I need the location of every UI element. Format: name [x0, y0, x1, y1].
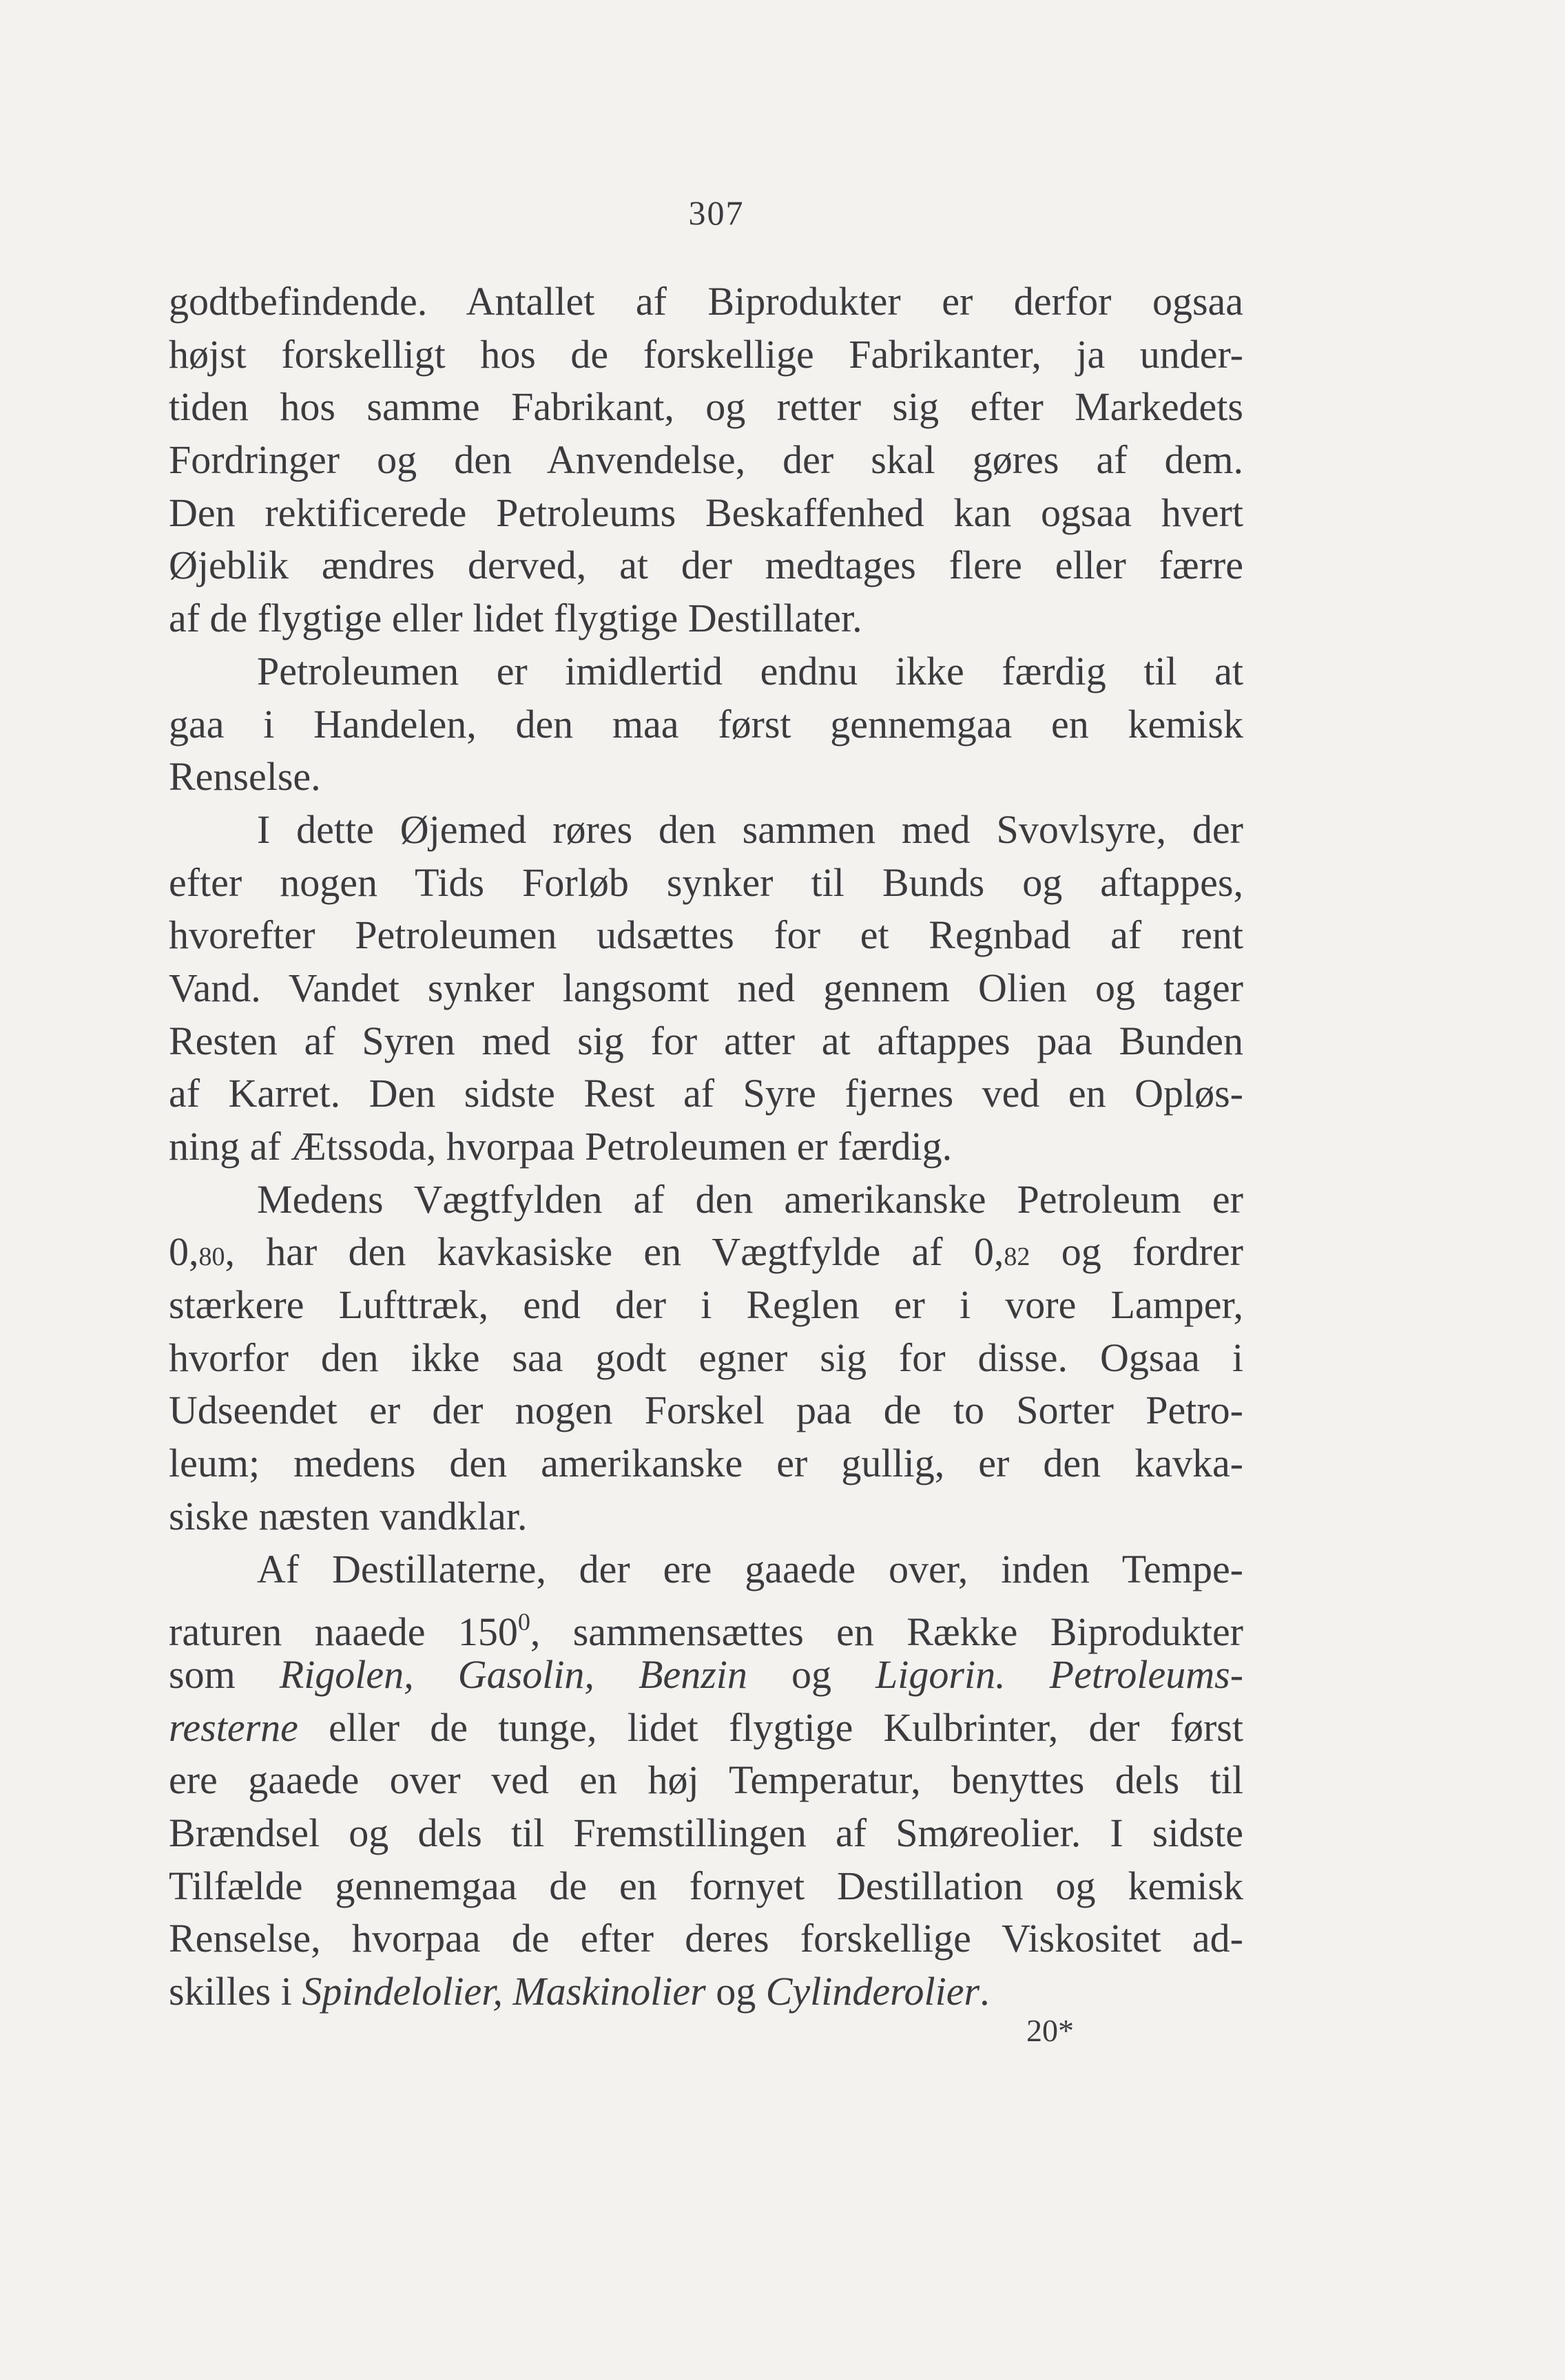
text-line: højst forskelligt hos de forskellige Fabrikanter, ja under- [169, 331, 1243, 377]
text-fragment: som [169, 1651, 280, 1697]
text-line-with-subscripts [169, 1226, 1243, 1279]
text-fragment: og fordrer [1030, 1229, 1243, 1275]
text-fragment [503, 1969, 513, 2014]
italic-term: Rigolen, [279, 1651, 414, 1697]
text-line: stærkere Lufttræk, end der i Reglen er i vore Lamper, [169, 1282, 1243, 1328]
italic-term: Petroleums- [1049, 1651, 1244, 1697]
text-line: Renselse, hvorpaa de efter deres forskellige Viskositet ad- [169, 1916, 1243, 1961]
text-fragment: raturen naaede 150 [169, 1609, 518, 1655]
text-fragment [414, 1652, 458, 1697]
text-fragment: . [980, 1969, 990, 2014]
italic-term: Maskinolier [512, 1969, 706, 2014]
text-line: Medens Vægtfylden af den amerikanske Petroleum er [257, 1176, 1243, 1222]
text-line: ere gaaede over ved en høj Temperatur, benyttes dels til [169, 1757, 1243, 1803]
text-line: Øjeblik ændres derved, at der medtages flere eller færre [169, 543, 1243, 588]
text-fragment: skilles i [169, 1969, 302, 2014]
text-line: I dette Øjemed røres den sammen med Svovlsyre, der [257, 806, 1243, 852]
text-fragment: , har den kavkasiske en Vægtfylde af 0, [225, 1229, 1004, 1275]
page-number: 307 [688, 194, 745, 232]
text-line: Den rektificerede Petroleums Beskaffenhed kan ogsaa hvert [169, 490, 1243, 535]
text-line: godtbefindende. Antallet af Biprodukter er derfor ogsaa [169, 279, 1243, 324]
text-line: gaa i Handelen, den maa først gennemgaa en kemisk [169, 701, 1243, 747]
text-fragment [1006, 1652, 1050, 1697]
text-line: Brændsel og dels til Fremstillingen af Smøreolier. I sidste [169, 1810, 1243, 1855]
text-line-with-italics [169, 1702, 1243, 1755]
text-line: Fordringer og den Anvendelse, der skal gøres af dem. [169, 437, 1243, 483]
text-fragment: , sammensættes en Række Biprodukter [530, 1609, 1243, 1655]
text-line: Renselse. [169, 754, 321, 800]
text-line: ning af Ætssoda, hvorpaa Petroleumen er færdig. [169, 1124, 953, 1169]
text-line: Vand. Vandet synker langsomt ned gennem Olien og tager [169, 965, 1243, 1010]
degree-superscript: 0 [517, 1608, 530, 1636]
italic-term: Ligorin. [875, 1651, 1006, 1697]
text-line: af de flygtige eller lidet flygtige Destillater. [169, 596, 862, 641]
text-line: efter nogen Tids Forløb synker til Bunds og aftappes, [169, 859, 1243, 905]
text-line: hvorefter Petroleumen udsættes for et Regnbad af rent [169, 912, 1243, 958]
text-line: Resten af Syren med sig for atter at aftappes paa Bunden [169, 1018, 1243, 1063]
text-line-with-italics [169, 1649, 1243, 1702]
text-fragment: og [705, 1969, 766, 2014]
decimal-subscript: 82 [1004, 1242, 1030, 1272]
text-line-with-italics [169, 1965, 1243, 2018]
text-line: Udseendet er der nogen Forskel paa de to Sorter Petro- [169, 1388, 1243, 1433]
italic-term: resterne [169, 1704, 298, 1750]
italic-term: Gasolin, [457, 1651, 594, 1697]
italic-term: Spindelolier, [302, 1969, 503, 2014]
text-fragment [594, 1652, 639, 1697]
text-fragment: og [747, 1651, 876, 1697]
text-fragment: eller de tunge, lidet flygtige Kulbrinter, der først [298, 1704, 1243, 1750]
text-line: hvorfor den ikke saa godt egner sig for disse. Ogsaa i [169, 1335, 1243, 1380]
text-line-with-superscript [169, 1596, 1243, 1655]
text-line: Petroleumen er imidlertid endnu ikke færdig til at [257, 648, 1243, 693]
text-line: Af Destillaterne, der ere gaaede over, inden Tempe- [257, 1546, 1243, 1591]
italic-term: Benzin [639, 1651, 747, 1697]
text-line: Tilfælde gennemgaa de en fornyet Destillation og kemisk [169, 1863, 1243, 1908]
text-line: siske næsten vandklar. [169, 1493, 528, 1538]
text-line: tiden hos samme Fabrikant, og retter sig efter Markedets [169, 384, 1243, 430]
text-line: leum; medens den amerikanske er gullig, er den kavka- [169, 1441, 1243, 1486]
text-line: af Karret. Den sidste Rest af Syre fjernes ved en Opløs- [169, 1071, 1243, 1116]
text-fragment: 0, [169, 1229, 199, 1275]
decimal-subscript: 80 [198, 1242, 225, 1272]
signature-mark: 20* [1026, 2013, 1074, 2048]
italic-term: Cylinderolier [765, 1969, 980, 2014]
body-text [169, 275, 1243, 2018]
